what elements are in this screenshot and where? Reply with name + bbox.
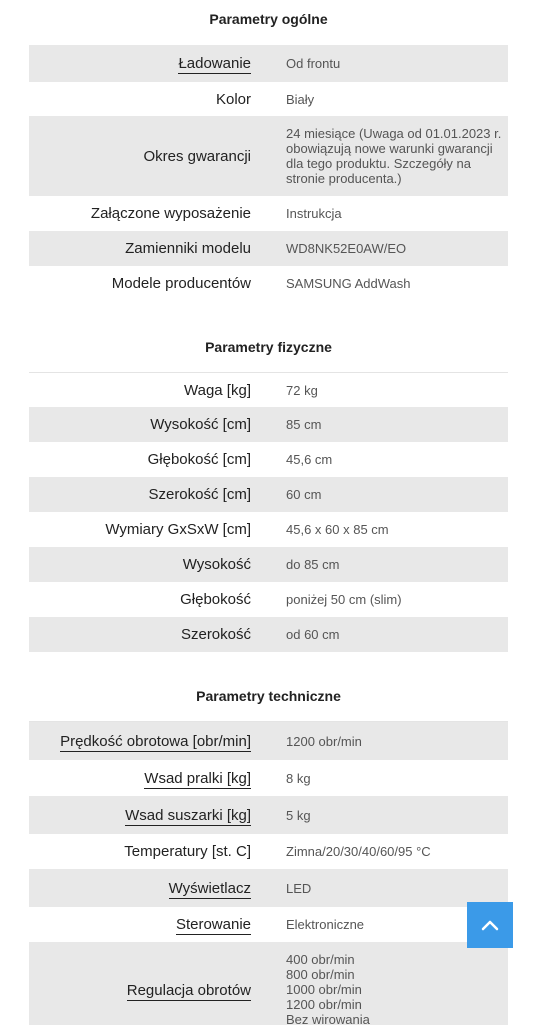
section-title-technical: Parametry techniczne: [196, 688, 341, 704]
param-value: 5 kg: [286, 807, 311, 823]
table-row: [29, 512, 508, 547]
table-row: [29, 266, 508, 301]
param-value: SAMSUNG AddWash: [286, 276, 411, 291]
param-label-link[interactable]: Sterowanie: [175, 916, 251, 933]
table-row: [29, 722, 508, 760]
param-value-line: 1000 obr/min: [286, 982, 362, 997]
param-label: Głębokość [cm]: [147, 451, 251, 468]
table-row: [29, 796, 508, 834]
param-value: LED: [286, 880, 312, 896]
param-label: Głębokość: [180, 591, 251, 608]
param-value-line: Bez wirowania: [286, 1012, 370, 1027]
param-value: Biały: [286, 91, 315, 107]
param-value: Instrukcja: [286, 206, 342, 221]
param-label-link[interactable]: Wsad pralki [kg]: [144, 769, 251, 787]
param-label: Modele producentów: [111, 275, 251, 292]
param-value: Elektroniczne: [286, 917, 365, 932]
param-value: 45,6 cm: [286, 452, 333, 467]
param-value: 1200 obr/min: [286, 733, 362, 749]
param-value: od 60 cm: [286, 627, 340, 642]
chevron-up-icon: [481, 919, 499, 931]
param-value: 85 cm: [286, 417, 322, 432]
param-value: 45,6 x 60 x 85 cm: [286, 522, 389, 537]
param-value-list: [286, 952, 508, 1027]
table-row: [29, 82, 508, 116]
param-label: Temperatury [st. C]: [124, 843, 251, 860]
param-label-link[interactable]: Regulacja obrotów: [126, 982, 251, 999]
table-row: [29, 760, 508, 796]
table-row: [29, 477, 508, 512]
param-label-link[interactable]: Prędkość obrotowa [obr/min]: [60, 732, 251, 750]
section-title-physical: Parametry fizyczne: [205, 339, 332, 355]
param-label: Wysokość: [182, 556, 251, 573]
param-label: Waga [kg]: [184, 381, 251, 399]
params-general-table: [29, 45, 508, 301]
table-row: [29, 907, 508, 942]
table-row: [29, 547, 508, 582]
param-value-line: 800 obr/min: [286, 967, 355, 982]
param-value: 60 cm: [286, 487, 322, 502]
param-value: 24 miesiące (Uwaga od 01.01.2023 r. obowiązują nowe warunki gwarancji dla tego produktu. Szczegóły na stronie producenta.): [286, 126, 502, 186]
table-row: [29, 869, 508, 907]
param-value: do 85 cm: [286, 557, 340, 572]
param-label: Szerokość: [180, 626, 251, 643]
param-value: WD8NK52E0AW/EO: [286, 241, 407, 256]
params-physical-table: [29, 372, 508, 652]
table-row: [29, 231, 508, 266]
param-value: 72 kg: [286, 382, 318, 398]
param-label: Załączone wyposażenie: [90, 205, 251, 222]
table-row: [29, 617, 508, 652]
table-row: [29, 116, 508, 196]
param-value-line: 400 obr/min: [286, 952, 355, 967]
param-label-link[interactable]: Wyświetlacz: [168, 879, 251, 897]
param-label: Okres gwarancji: [143, 147, 251, 165]
param-label: Wysokość [cm]: [150, 416, 251, 433]
table-row: [29, 196, 508, 231]
param-label-link[interactable]: Ładowanie: [178, 55, 251, 72]
param-value: 8 kg: [286, 770, 311, 786]
param-label: Zamienniki modelu: [125, 240, 251, 257]
param-label: Kolor: [215, 90, 251, 108]
param-value: Od frontu: [286, 56, 341, 71]
table-row: [29, 582, 508, 617]
param-label-link[interactable]: Wsad suszarki [kg]: [125, 806, 251, 824]
scroll-to-top-button[interactable]: [467, 902, 513, 948]
table-row: [29, 834, 508, 869]
param-value: Zimna/20/30/40/60/95 °C: [286, 844, 431, 859]
param-label: Wymiary GxSxW [cm]: [105, 521, 251, 538]
table-row: [29, 407, 508, 442]
table-row: [29, 942, 508, 1025]
param-value-line: 1200 obr/min: [286, 997, 362, 1012]
params-technical-table: [29, 721, 508, 1025]
table-row: [29, 373, 508, 407]
table-row: [29, 45, 508, 82]
table-row: [29, 442, 508, 477]
param-label: Szerokość [cm]: [148, 486, 251, 503]
param-value: poniżej 50 cm (slim): [286, 592, 402, 607]
section-title-general: Parametry ogólne: [209, 11, 328, 27]
